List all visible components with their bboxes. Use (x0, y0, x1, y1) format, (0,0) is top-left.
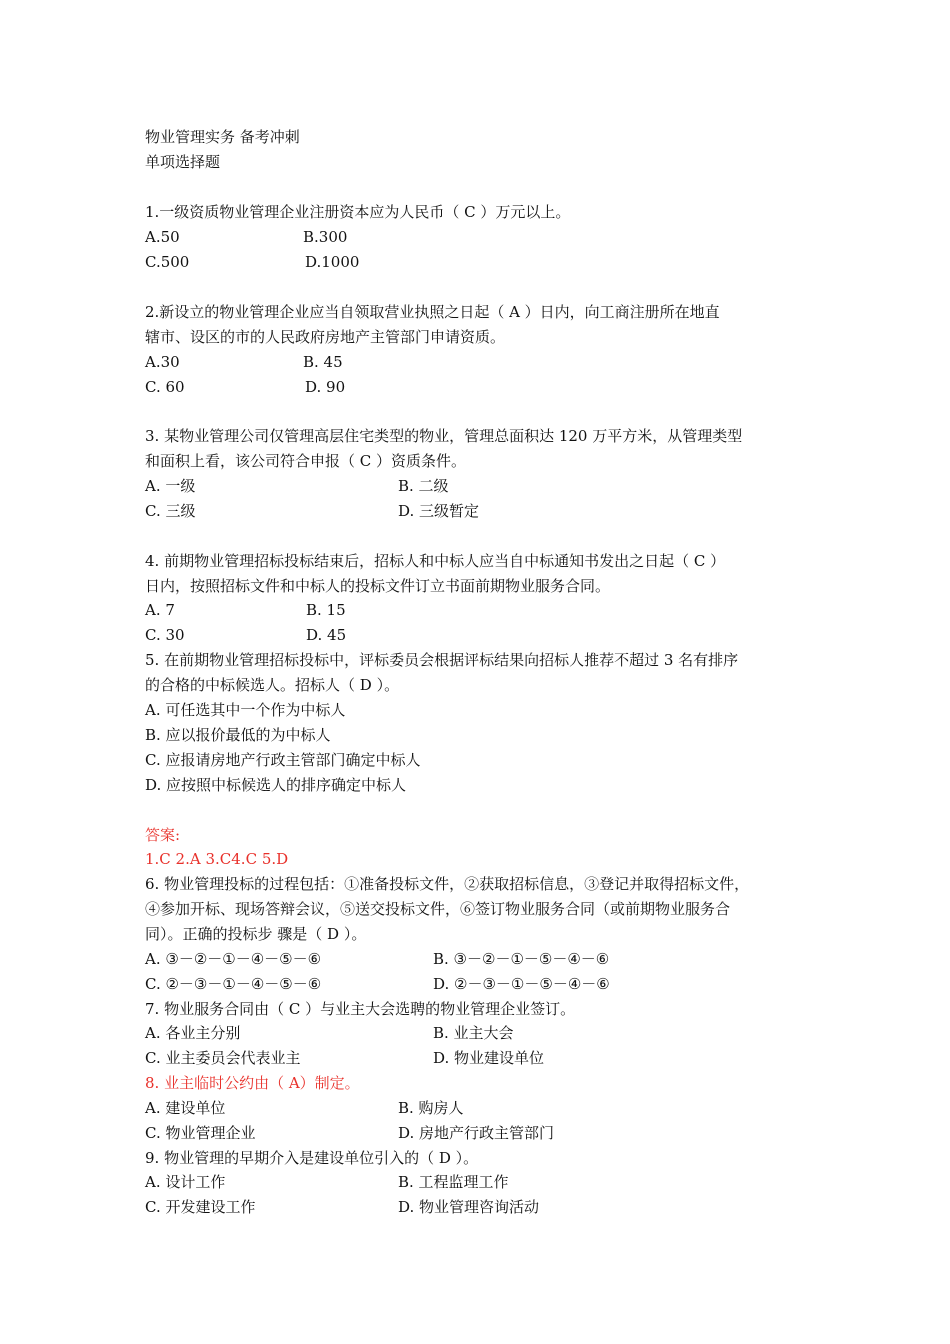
question-5-option: B. 应以报价最低的为中标人 (145, 726, 331, 744)
question-5-option: C. 应报请房地产行政主管部门确定中标人 (145, 751, 421, 769)
option-c: C. 60 (145, 378, 185, 396)
question-7-stem: 7. 物业服务合同由（ C ）与业主大会选聘的物业管理企业签订。 (145, 1000, 576, 1018)
question-5-stem: 的合格的中标候选人。招标人（ D ）。 (145, 676, 400, 694)
option-a: A. 一级 (145, 477, 196, 495)
option-a: A. 设计工作 (145, 1173, 226, 1191)
question-5-option: A. 可任选其中一个作为中标人 (145, 701, 346, 719)
option-d: D. 三级暂定 (398, 502, 480, 520)
question-2-stem: 2.新设立的物业管理企业应当自领取营业执照之日起（ A ）日内，向工商注册所在地直 (145, 303, 720, 321)
answer-key: 1.C 2.A 3.C4.C 5.D (145, 850, 289, 868)
question-8-stem: 8. 业主临时公约由（ A）制定。 (145, 1074, 360, 1092)
option-d: D. 物业管理咨询活动 (398, 1198, 540, 1216)
option-a: A. 建设单位 (145, 1099, 226, 1117)
option-b: B. 业主大会 (433, 1024, 514, 1042)
option-d: D. ②－③－①－⑤－④－⑥ (433, 975, 610, 993)
question-4-stem: 4. 前期物业管理招标投标结束后，招标人和中标人应当自中标通知书发出之日起（ C ） (145, 552, 726, 570)
question-6-stem: 6. 物业管理投标的过程包括：①准备投标文件，②获取招标信息，③登记并取得招标文件， (145, 875, 750, 893)
question-2-option-row (145, 375, 346, 400)
question-9-option-row (145, 1195, 540, 1220)
question-8-option-row (145, 1096, 464, 1121)
question-8-option-row (145, 1121, 555, 1146)
option-d: D. 物业建设单位 (433, 1049, 545, 1067)
question-7-option-row (145, 1021, 514, 1046)
option-a: A.30 (145, 353, 180, 371)
question-6-option-row (145, 947, 610, 972)
question-5-stem: 5. 在前期物业管理招标投标中，评标委员会根据评标结果向招标人推荐不超过 3 名有排序 (145, 651, 739, 669)
question-2-stem: 辖市、设区的市的人民政府房地产主管部门申请资质。 (145, 328, 506, 346)
question-4-option-row (145, 598, 346, 623)
option-c: C. 业主委员会代表业主 (145, 1049, 301, 1067)
option-a: A. 7 (145, 601, 175, 619)
option-b: B.300 (303, 228, 348, 246)
question-6-stem: 同）。正确的投标步 骤是（ D ）。 (145, 925, 367, 943)
question-5-option: D. 应按照中标候选人的排序确定中标人 (145, 776, 407, 794)
option-c: C. 三级 (145, 502, 196, 520)
option-c: C. 物业管理企业 (145, 1124, 256, 1142)
section-heading: 单项选择题 (145, 153, 221, 171)
question-7-option-row (145, 1046, 545, 1071)
question-6-option-row (145, 972, 610, 997)
option-c: C.500 (145, 253, 190, 271)
option-d: D.1000 (305, 253, 360, 271)
option-b: B. 二级 (398, 477, 449, 495)
option-d: D. 45 (306, 626, 347, 644)
document-title: 物业管理实务 备考冲刺 (145, 128, 300, 146)
option-d: D. 房地产行政主管部门 (398, 1124, 555, 1142)
option-a: A. 各业主分别 (145, 1024, 241, 1042)
question-1-option-row (145, 225, 348, 250)
option-b: B. 购房人 (398, 1099, 464, 1117)
option-d: D. 90 (305, 378, 346, 396)
question-3-option-row (145, 474, 449, 499)
question-4-option-row (145, 623, 347, 648)
option-b: B. 15 (306, 601, 346, 619)
answer-label: 答案: (145, 826, 181, 844)
question-4-stem: 日内，按照招标文件和中标人的投标文件订立书面前期物业服务合同。 (145, 577, 611, 595)
question-6-stem: ④参加开标、现场答辩会议，⑤送交投标文件，⑥签订物业服务合同（或前期物业服务合 (145, 900, 731, 918)
question-1-option-row (145, 250, 360, 275)
option-c: C. 30 (145, 626, 185, 644)
question-3-option-row (145, 499, 480, 524)
option-a: A.50 (145, 228, 180, 246)
option-b: B. 工程监理工作 (398, 1173, 509, 1191)
question-2-option-row (145, 350, 343, 375)
question-3-stem: 和面积上看，该公司符合申报（ C ）资质条件。 (145, 452, 467, 470)
option-c: C. ②－③－①－④－⑤－⑥ (145, 975, 322, 993)
question-9-stem: 9. 物业管理的早期介入是建设单位引入的（ D ）。 (145, 1149, 479, 1167)
option-c: C. 开发建设工作 (145, 1198, 256, 1216)
option-b: B. ③－②－①－⑤－④－⑥ (433, 950, 610, 968)
option-b: B. 45 (303, 353, 343, 371)
question-3-stem: 3. 某物业管理公司仅管理高层住宅类型的物业，管理总面积达 120 万平方米，从管理类型 (145, 427, 743, 445)
option-a: A. ③－②－①－④－⑤－⑥ (145, 950, 322, 968)
question-9-option-row (145, 1170, 509, 1195)
question-1-stem: 1.一级资质物业管理企业注册资本应为人民币（ C ）万元以上。 (145, 203, 571, 221)
